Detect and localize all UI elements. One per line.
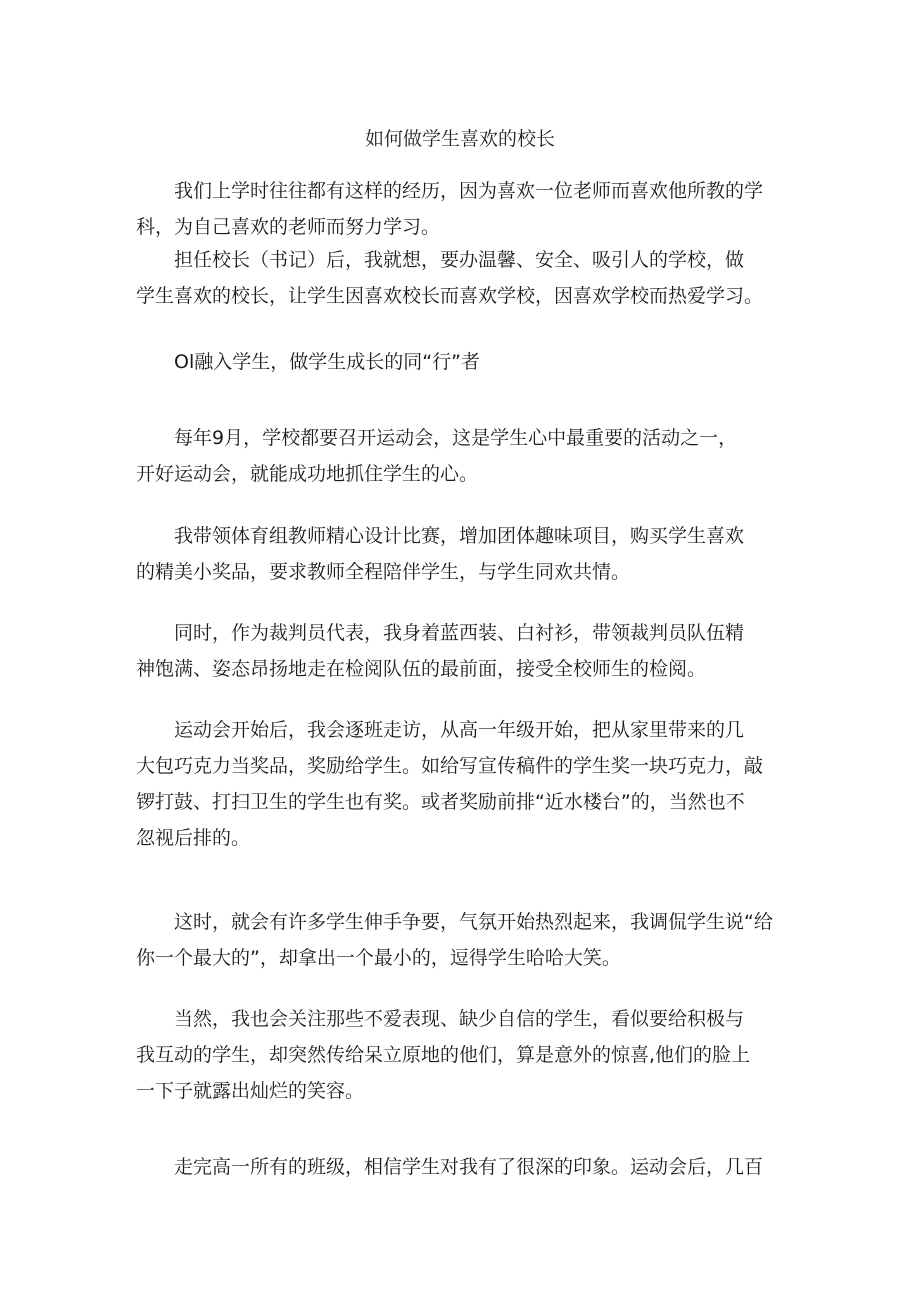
paragraph-1 [136, 173, 796, 245]
paragraph-line: 一下子就露出灿烂的笑容。 [136, 1080, 365, 1102]
paragraph-line: 每年9月，学校都要召开运动会，这是学生心中最重要的活动之一， [174, 427, 738, 449]
document-title: 如何做学生喜欢的校长 [364, 128, 555, 150]
paragraph-line: Ol融入学生，做学生成长的同“行”者 [174, 351, 480, 373]
section-heading [136, 344, 796, 380]
paragraph-5 [136, 518, 796, 590]
paragraph-line: 我们上学时往往都有这样的经历，因为喜欢一位老师而喜欢他所教的学 [174, 180, 764, 202]
paragraph-10 [136, 1149, 796, 1185]
paragraph-line: 学生喜欢的校长，让学生因喜欢校长而喜欢学校，因喜欢学校而热爱学习。 [136, 285, 764, 307]
paragraph-4 [136, 420, 796, 492]
paragraph-line: 同时，作为裁判员代表，我身着蓝西装、白衬衫，带领裁判员队伍精 [174, 622, 745, 644]
paragraph-line: 我带领体育组教师精心设计比赛，增加团体趣味项目，购买学生喜欢 [174, 525, 745, 547]
paragraph-line: 神饱满、姿态昂扬地走在检阅队伍的最前面，接受全校师生的检阅。 [136, 658, 707, 680]
paragraph-line: 开好运动会，就能成功地抓住学生的心。 [136, 463, 479, 485]
paragraph-line: 你一个最大的”，却拿出一个最小的，逗得学生哈哈大笑。 [136, 947, 621, 969]
paragraph-2 [136, 242, 796, 314]
paragraph-line: 运动会开始后，我会逐班走访，从高一年级开始，把从家里带来的几 [174, 719, 745, 741]
paragraph-7 [136, 712, 796, 856]
paragraph-line: 担任校长（书记）后，我就想，要办温馨、安全、吸引人的学校，做 [174, 249, 745, 271]
paragraph-line: 走完高一所有的班级，相信学生对我有了很深的印象。运动会后，几百 [174, 1156, 764, 1178]
paragraph-line: 大包巧克力当奖品，奖励给学生。如给写宣传稿件的学生奖一块巧克力，敲 [136, 755, 764, 777]
paragraph-line: 忽视后排的。 [136, 827, 251, 849]
paragraph-6 [136, 615, 796, 687]
paragraph-line: 科，为自己喜欢的老师而努力学习。 [136, 216, 441, 238]
paragraph-line: 这时，就会有许多学生伸手争要，气氛开始热烈起来，我调侃学生说“给 [174, 911, 773, 933]
paragraph-line: 锣打鼓、打扫卫生的学生也有奖。或者奖励前排“近水楼台”的，当然也不 [136, 791, 745, 813]
paragraph-line: 的精美小奖品，要求教师全程陪伴学生，与学生同欢共情。 [136, 561, 631, 583]
paragraph-line: 当然，我也会关注那些不爱表现、缺少自信的学生，看似要给积极与 [174, 1008, 745, 1030]
paragraph-9 [136, 1001, 796, 1109]
paragraph-line: 我互动的学生，却突然传给呆立原地的他们，算是意外的惊喜,他们的脸上 [136, 1044, 751, 1066]
paragraph-8 [136, 904, 796, 976]
